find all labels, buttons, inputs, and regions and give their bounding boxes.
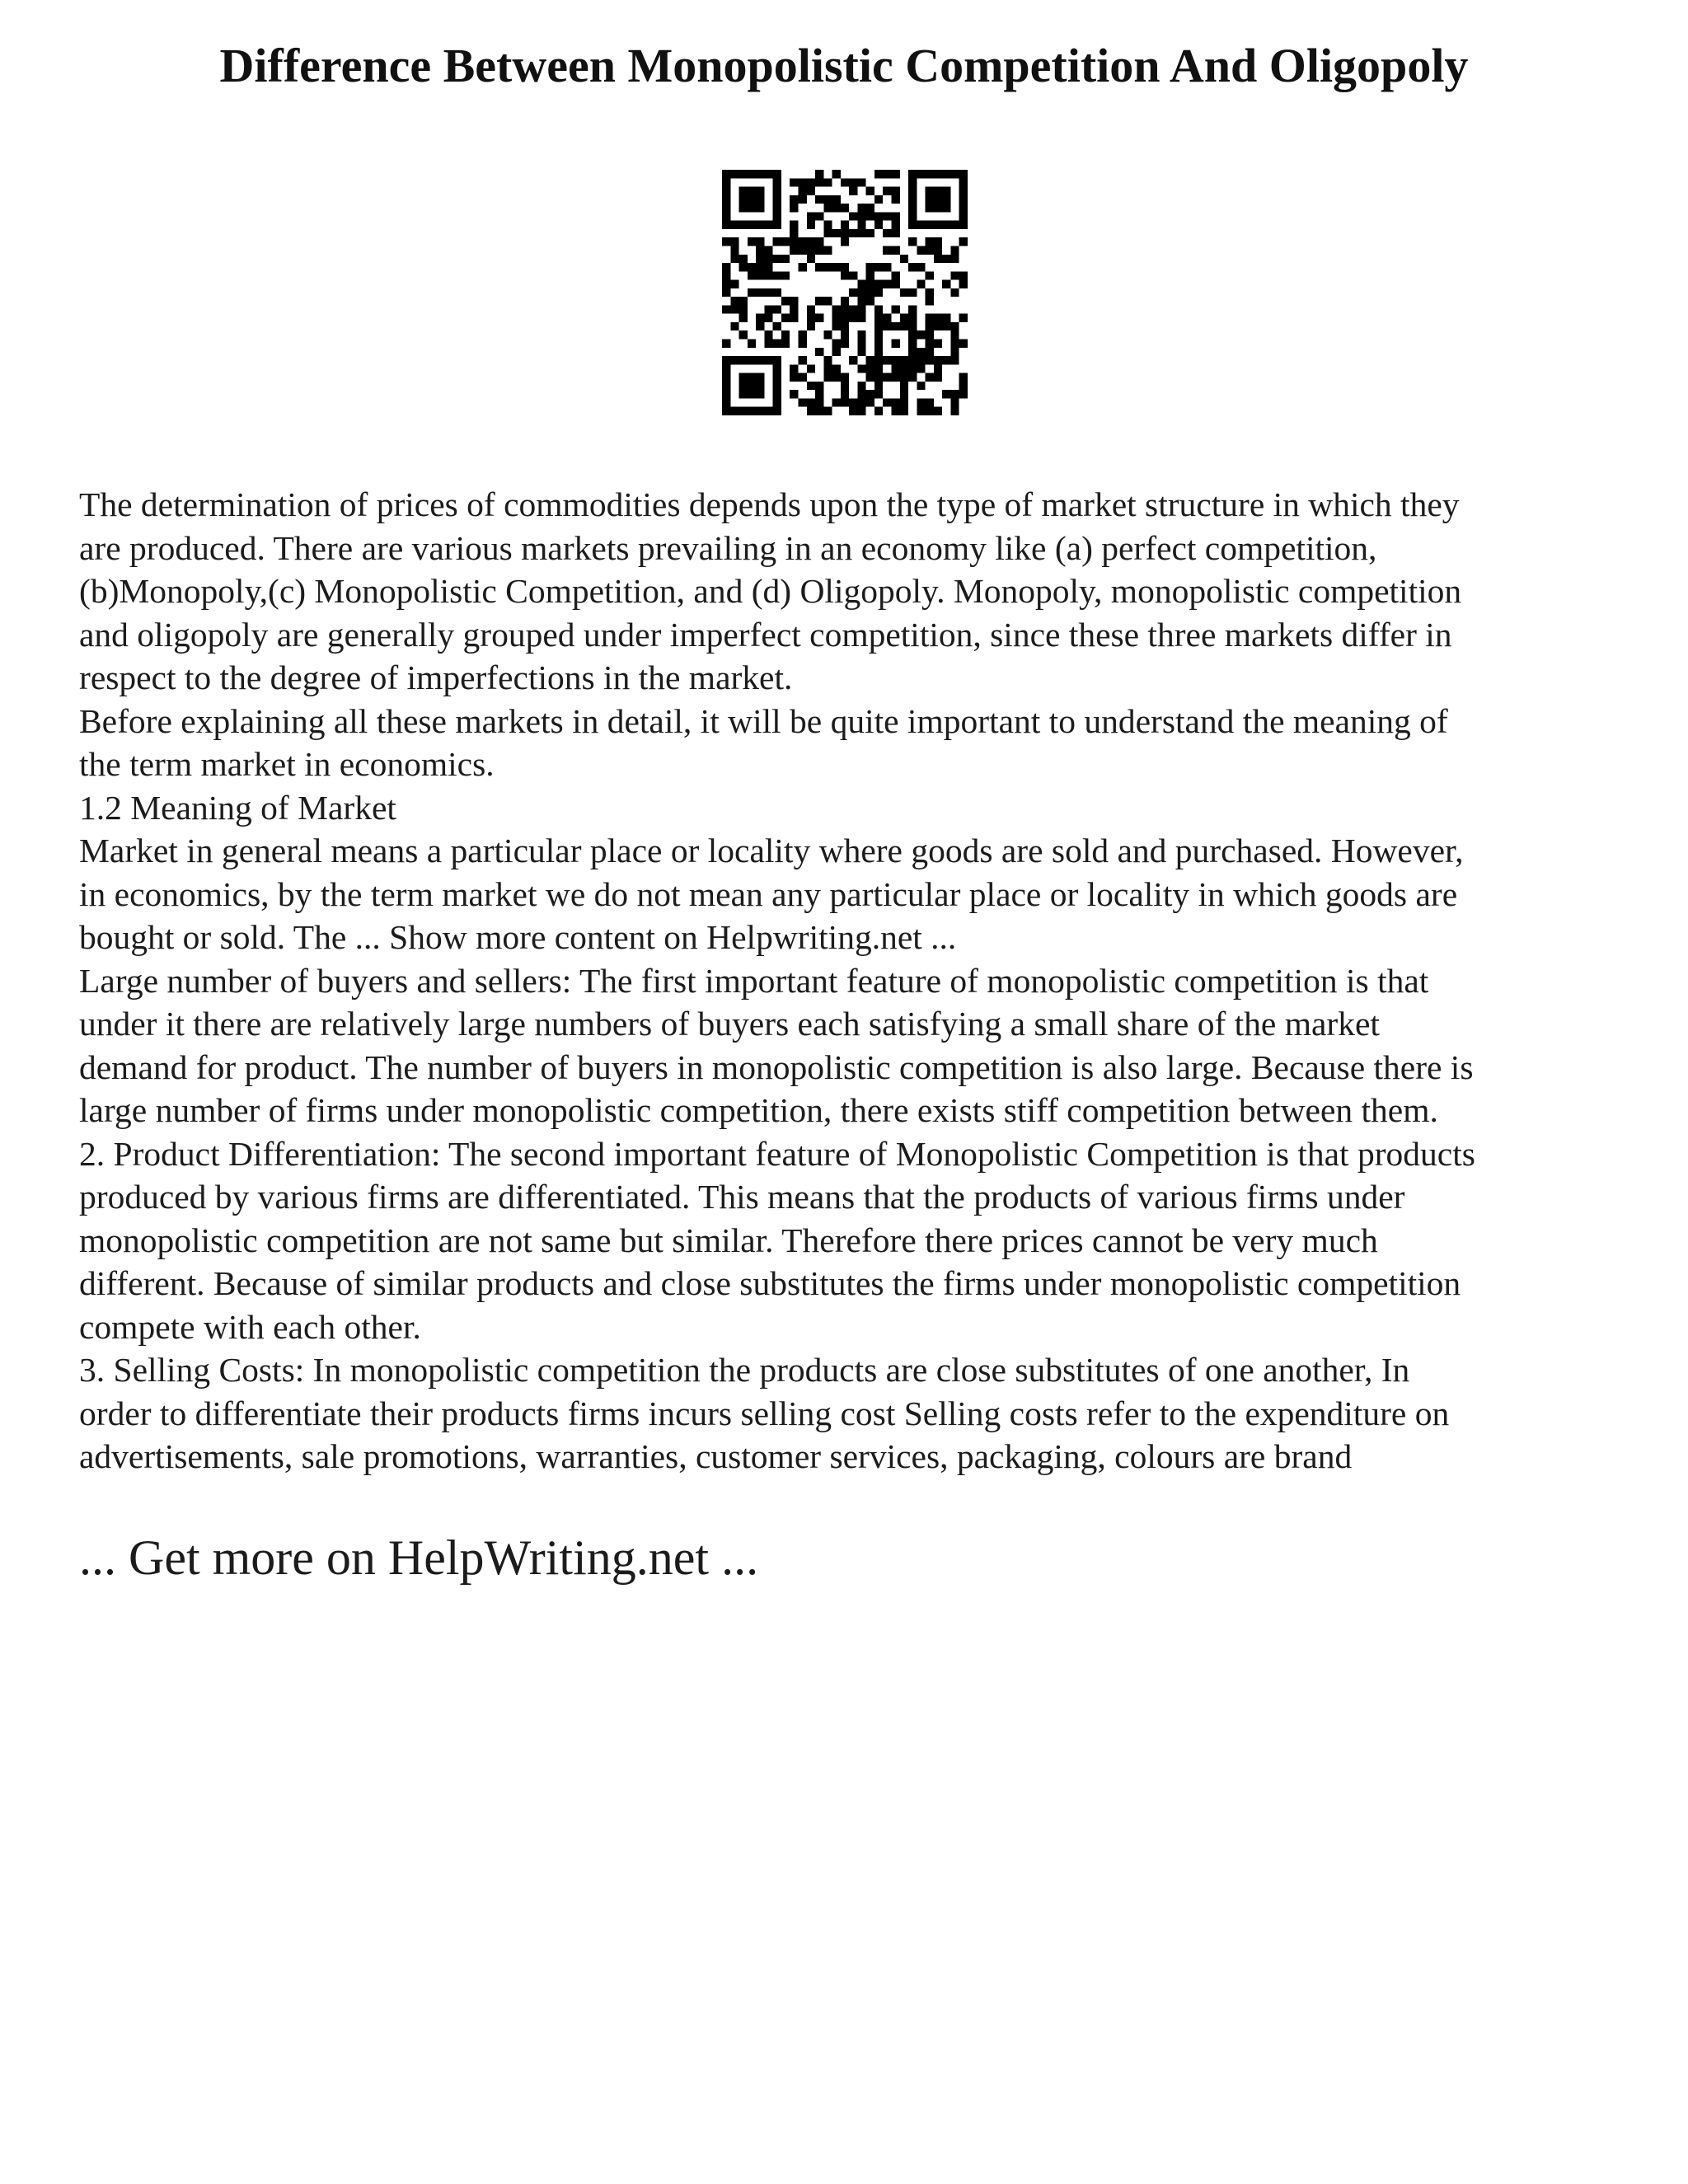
get-more-link[interactable]: ... Get more on HelpWriting.net ... [79,1530,759,1585]
document-body: The determination of prices of commodities depends upon the type of market structure in which they are produced. There are various markets prevailing in an economy like (a) perfect competition, (b)Monopoly,(c) Monopolistic Competition, and (d) Oligopoly. Monopoly, monopolistic competition and oligopoly are generally grouped under imperfect competition, since these three markets differ in respect to the degree of imperfections in the market. Before explaining all these markets in detail, it will be quite important to understand the meaning of the term market in economics. 1.2 Meaning of Market Market in general means a particular place or locality where goods are sold and purchased. However, in economics, by the term market we do not mean any particular place or locality in which goods are bought or sold. The ... Show more content on Helpwriting.net ... Large number of buyers and sellers: The first important feature of monopolistic competition is that under it there are relatively large numbers of buyers each satisfying a small share of the market demand for product. The number of buyers in monopolistic competition is also large. Because there is large number of firms under monopolistic competition, there exists stiff competition between them. 2. Product Differentiation: The second important feature of Monopolistic Competition is that products produced by various firms are differentiated. This means that the products of various firms under monopolistic competition are not same but similar. Therefore there prices cannot be very much different. Because of similar products and close substitutes the firms under monopolistic competition compete with each other. 3. Selling Costs: In monopolistic competition the products are close substitutes of one another, In order to differentiate their products firms incurs selling cost Selling costs refer to the expenditure on advertisements, sale promotions, warranties, customer services, packaging, colours are brand [79,485,1475,1475]
document-title: Difference Between Monopolistic Competition And Oligopoly [219,39,1469,92]
qr-code-icon[interactable] [722,170,968,415]
